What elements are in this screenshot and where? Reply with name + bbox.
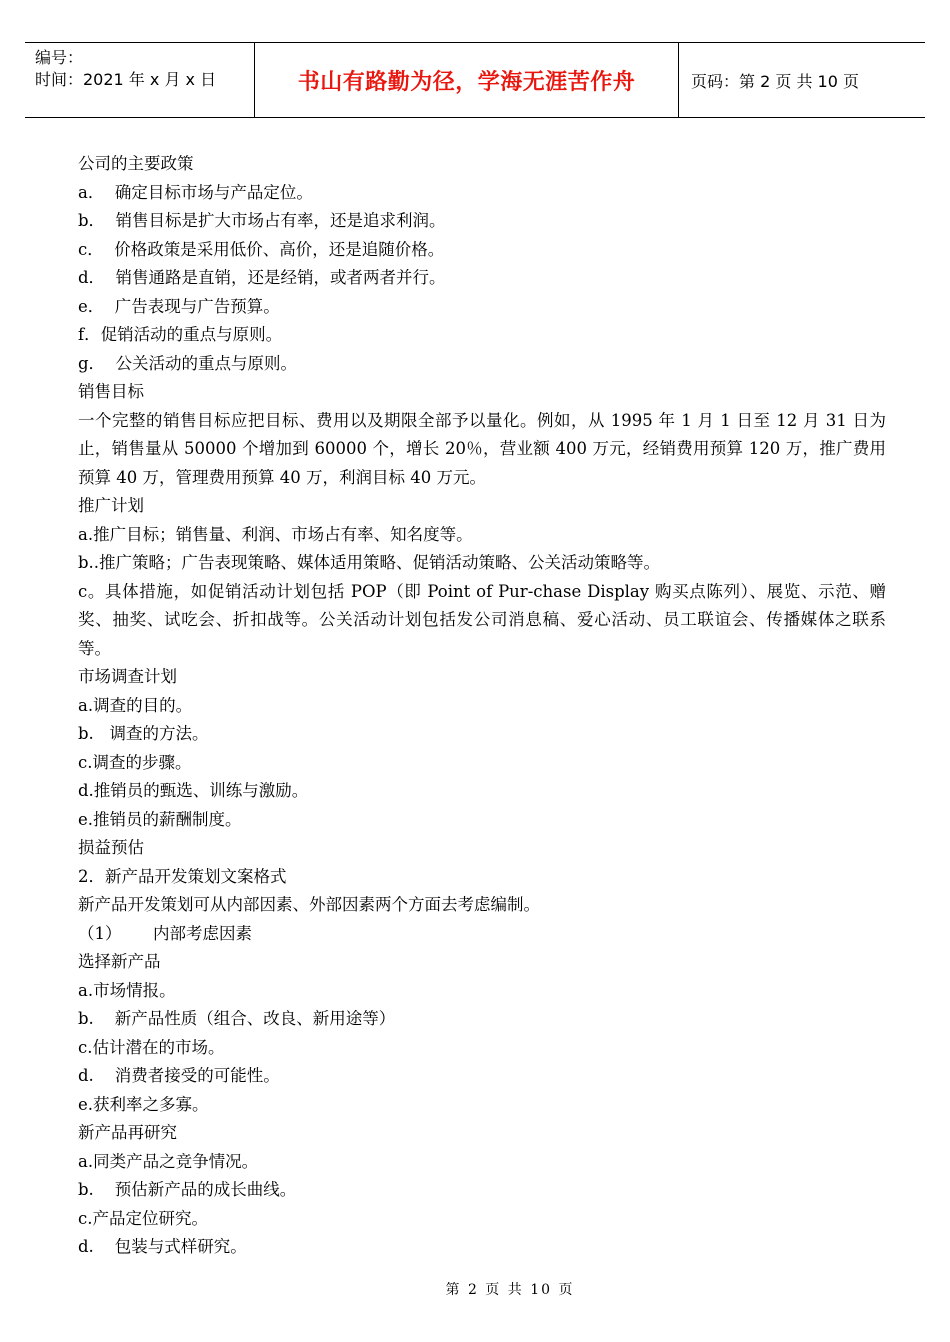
list-item: c.调查的步骤。 (78, 752, 192, 772)
header-meta (25, 43, 254, 117)
list-item: a.同类产品之竞争情况。 (78, 1151, 259, 1171)
section-heading: 新产品再研究 (78, 1123, 177, 1142)
list-item: e.推销员的薪酬制度。 (78, 809, 242, 829)
document-body (78, 150, 886, 1262)
page-header (25, 42, 925, 118)
paragraph: 新产品开发策划可从内部因素、外部因素两个方面去考虑编制。 (78, 895, 540, 914)
section-heading: 市场调查计划 (78, 667, 177, 686)
list-item: d. 消费者接受的可能性。 (78, 1066, 280, 1085)
header-page-info: 页码：第 2 页 共 10 页 (691, 71, 859, 91)
list-item: a.推广目标；销售量、利润、市场占有率、知名度等。 (78, 524, 473, 544)
header-motto: 书山有路勤为径，学海无涯苦作舟 (254, 43, 679, 117)
subsection-heading: （1） 内部考虑因素 (78, 923, 252, 943)
list-item: b..推广策略；广告表现策略、媒体适用策略、促销活动策略、公关活动策略等。 (78, 553, 661, 572)
list-item: e． 广告表现与广告预算。 (78, 296, 280, 316)
section-heading: 公司的主要政策 (78, 154, 194, 173)
list-item: a.市场情报。 (78, 980, 176, 1000)
list-item: f．促销活动的重点与原则。 (78, 325, 283, 344)
list-item: g． 公关活动的重点与原则。 (78, 353, 298, 373)
list-item: b. 调查的方法。 (78, 724, 209, 743)
section-heading: 损益预估 (78, 838, 144, 857)
list-item: b. 预估新产品的成长曲线。 (78, 1180, 297, 1199)
list-item: d.推销员的甄选、训练与激励。 (78, 781, 309, 800)
list-item: d． 销售通路是直销，还是经销，或者两者并行。 (78, 268, 446, 287)
section-heading: 选择新产品 (78, 952, 161, 971)
section-heading: 推广计划 (78, 496, 144, 515)
list-item: d. 包装与式样研究。 (78, 1237, 247, 1256)
section-heading: 2．新产品开发策划文案格式 (78, 866, 287, 886)
list-item: c.产品定位研究。 (78, 1208, 208, 1228)
document-time-label: 时间：2021 年 x 月 x 日 (35, 70, 217, 89)
section-heading: 销售目标 (78, 382, 144, 401)
list-item: a.调查的目的。 (78, 695, 193, 715)
page-footer: 第 2 页 共 10 页 (445, 1282, 575, 1298)
paragraph: c。具体措施，如促销活动计划包括 POP（即 Point of Pur-chase Display 购买点陈列）、展览、示范、赠奖、抽奖、试吃会、折扣战等。公关活动计划包括发公司消息稿、爱心活动、员工联谊会、传播媒体之联系等。 (78, 581, 886, 658)
paragraph: 一个完整的销售目标应把目标、费用以及期限全部予以量化。例如，从 1995 年 1 月 1 日至 12 月 31 日为止，销售量从 50000 个增加到 60000 个，增长 20％，营业额 400 万元，经销费用预算 120 万，推广费用预算 40 万，管理费用预算 40 万，利润目标 40 万元。 (78, 410, 886, 487)
list-item: b． 销售目标是扩大市场占有率，还是追求利润。 (78, 211, 446, 230)
document-number-label: 编号： (35, 48, 84, 67)
list-item: a． 确定目标市场与产品定位。 (78, 182, 313, 202)
list-item: b. 新产品性质（组合、改良、新用途等） (78, 1009, 396, 1028)
list-item: c.估计潜在的市场。 (78, 1037, 225, 1057)
list-item: e.获利率之多寡。 (78, 1094, 209, 1114)
list-item: c． 价格政策是采用低价、高价，还是追随价格。 (78, 239, 445, 259)
